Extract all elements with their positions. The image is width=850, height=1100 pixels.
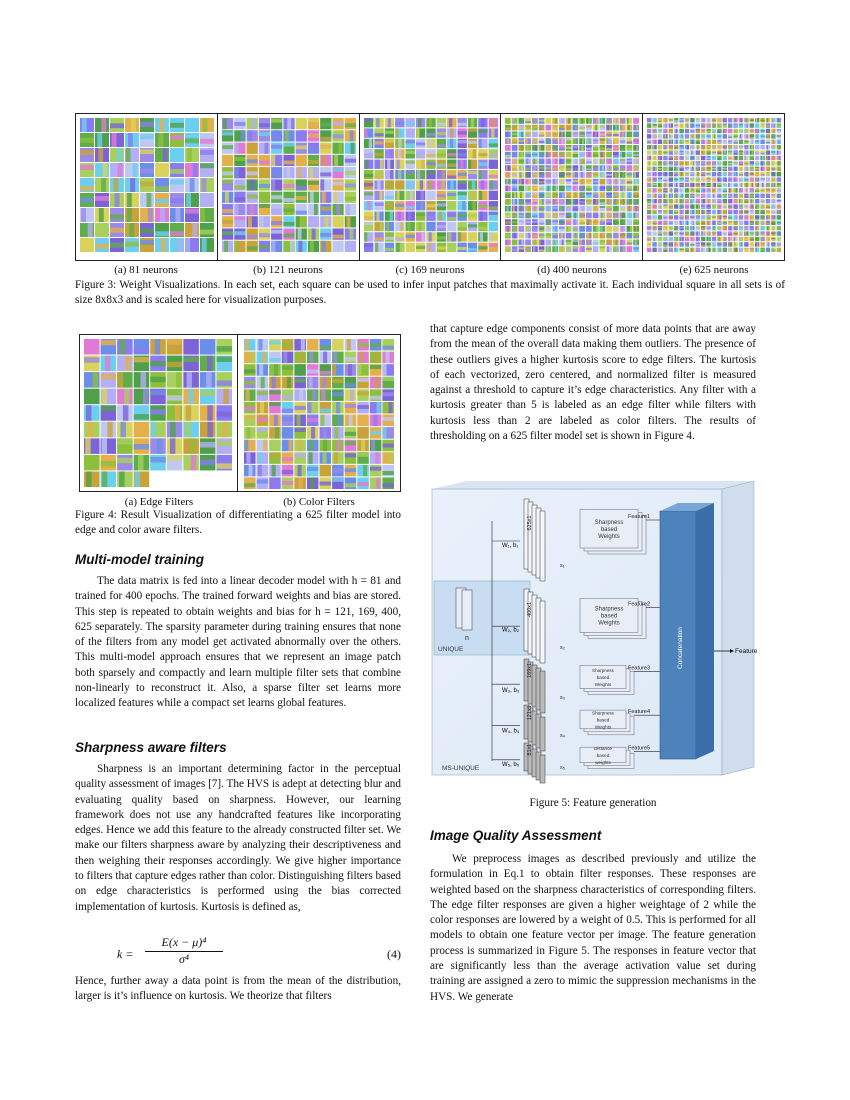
weight-panel-81	[76, 114, 218, 260]
weight-box-text: Weights	[594, 724, 612, 730]
weight-box-text: Sharpness	[592, 710, 614, 716]
fig3-label-e: (e) 625 neurons	[679, 264, 749, 276]
unique-box	[434, 581, 530, 655]
paragraph-multi-model	[75, 574, 401, 712]
stack-size-label: 169x1	[527, 662, 533, 678]
response-label: s₂	[560, 645, 565, 651]
iqa-text: We preprocess images as described previously and utilize the formulation in Eq.1 to obtain filter responses. These responses are weighted based on the sharpness characteristics of corresponding filters. The edge filter responses are given a higher weightage of 2 while the color responses are lowered by a weight of 0.5. This is performed for all models to obtain one feature vector per image. The feature generation process is summarized in Figure 5. The responses in feature vector that are significantly less than the average activation value set during training are assigned a zero to mimic the suppression mechanisms in the HVS. We generate	[430, 853, 756, 1003]
figure-3-panels	[75, 113, 785, 261]
paragraph-iqa	[430, 852, 756, 1005]
eq-fraction	[145, 935, 223, 967]
weight-grid-400	[505, 118, 639, 256]
weight-box-text: based	[596, 717, 610, 723]
filter-stack-layer	[540, 601, 545, 663]
response-label: s₁	[560, 563, 565, 569]
figure-4-panels	[79, 334, 401, 492]
weight-box-text: based	[596, 674, 610, 680]
feature-label: Feature2	[628, 601, 651, 608]
fig4-label-b: (b) Color Filters	[283, 496, 355, 508]
ms-unique-label: MS-UNIQUE	[442, 765, 480, 772]
color-filters-panel	[238, 335, 400, 491]
row-weight-label: W₄, b₄	[502, 728, 520, 735]
fig3-label-d: (d) 400 neurons	[537, 264, 607, 276]
weight-grid-81	[80, 118, 214, 256]
paragraph-sharpness	[75, 762, 401, 915]
unique-label: UNIQUE	[438, 646, 464, 653]
stack-size-label: 81x1	[527, 743, 533, 756]
weight-box-text: Weights	[598, 533, 620, 540]
weight-panel-121	[218, 114, 360, 260]
edge-filters-panel	[80, 335, 238, 491]
eq-lhs: k =	[117, 947, 134, 961]
ms-unique-top-face	[432, 481, 754, 489]
feature-label: Feature5	[628, 745, 651, 752]
response-label: s₅	[560, 765, 565, 771]
row-weight-label: W₅, b₅	[502, 762, 520, 769]
filter-stack-layer	[540, 755, 545, 783]
weight-box-text: based	[600, 613, 618, 620]
weight-box-text: Sharpness	[594, 519, 624, 526]
figure-3-caption: Figure 3: Weight Visualizations. In each set, each square can be used to infer input patches that maximally activate it. Each individual square in all sets is of size 8x8x3 and is scaled here for visualization purposes.	[75, 279, 785, 306]
color-filter-grid	[244, 339, 394, 489]
feature-output-label: Feature	[735, 648, 758, 655]
weight-box-text: Distance	[594, 745, 612, 751]
weight-box-text: Weights	[598, 620, 620, 627]
weight-panel-169	[360, 114, 502, 260]
filter-stack-layer	[540, 671, 545, 713]
fig3-label-c: (c) 169 neurons	[395, 264, 465, 276]
weight-grid-625	[647, 118, 781, 256]
stack-size-label: 121x1	[527, 705, 533, 721]
eq-number: (4)	[387, 947, 401, 961]
eq-denominator: σ⁴	[178, 952, 190, 966]
feature-label: Feature1	[628, 514, 651, 520]
weight-box-text: Weights	[594, 681, 612, 687]
n-label: n	[465, 635, 469, 642]
edge-filter-grid	[84, 339, 234, 489]
weight-panel-400	[501, 114, 643, 260]
paragraph-kurtosis-continued: that capture edge components consist of more data points that are away from the mean of the overall data making them outliers. The presence of these outliers gives a higher kurtosis score to edge filters. The kurtosis of each vectorized, zero centered, and normalized filter is measured against a threshold to capture it’s edge characteristics. Any filter with a kurtosis greater than 5 is labeled as an edge filter while filters with kurtosis less than 2 are labeled as color filters. The results of thresholding on a 625 filter model set is shown in Figure 4.	[430, 323, 756, 443]
concatenation-label: Concatenation	[677, 627, 684, 669]
multi-model-text: The data matrix is fed into a linear decoder model with h = 81 and trained for 400 epochs. The trained forward weights and bias are stored. This step is repeated to obtain weights and bias for h = 121, 169, 400, 625 separately. The sparsity parameter during training ensures that none of the filters from any model get activated abnormally over the others. This multi-model approach ensures that we represent an image patch both sparsely and compactly and learn multiple filter sets that combine non-linearly to reconstruct it. Also, a sparse filter set learns more localized features while a compact set learns global features.	[75, 575, 401, 710]
fig3-label-b: (b) 121 neurons	[253, 264, 323, 276]
equation-4	[75, 935, 401, 971]
fig4-label-a: (a) Edge Filters	[124, 496, 194, 508]
feature-label: Feature4	[628, 709, 651, 716]
heading-image-quality-assessment: Image Quality Assessment	[430, 828, 602, 843]
sharpness-text: Sharpness is an important determining factor in the perceptual quality assessment of images [7]. The HVS is adept at detecting blur and evaluating quality based on sharpness. However, our learning framework does not use any handcrafted features like incorporating edges. Hence we add this feature to the already constructed filter set. We make our filters sharpness aware by analyzing their descriptiveness and then weighing their responses accordingly. We give higher importance to filters that capture edges rather than color. Distinguishing filters based on edge characteristics is performed using the bias corrected implementation of kurtosis. Kurtosis is defined as,	[75, 763, 401, 913]
row-weight-label: W₂, b₂	[502, 627, 519, 634]
ms-unique-side-face	[722, 481, 754, 775]
filter-stack-layer	[540, 717, 545, 751]
input-patch-2	[462, 590, 472, 630]
fig3-label-a: (a) 81 neurons	[114, 264, 178, 276]
feature-label: Feature3	[628, 665, 651, 672]
filter-stack-layer	[540, 511, 545, 581]
row-weight-label: W₃, b₃	[502, 687, 520, 694]
weight-box-text: Sharpness	[592, 667, 614, 673]
response-label: s₃	[560, 695, 565, 701]
concatenation-bar-side	[696, 503, 714, 759]
weight-grid-169	[364, 118, 498, 256]
response-label: s₄	[560, 733, 565, 739]
heading-multi-model-training: Multi-model training	[75, 552, 204, 567]
weight-box-text: based	[600, 526, 618, 533]
weight-box-text: based	[596, 752, 610, 758]
stack-size-label: 625x1	[527, 515, 533, 531]
weight-box-text: Sharpness	[594, 606, 624, 613]
eq-numerator: E(x − μ)⁴	[145, 935, 223, 952]
figure-4-caption: Figure 4: Result Visualization of differentiating a 625 filter model into edge and color aware filters.	[75, 509, 401, 536]
weight-grid-121	[222, 118, 356, 256]
stack-size-label: 400x1	[527, 601, 533, 617]
row-weight-label: W₁, b₁	[502, 543, 519, 549]
paragraph-after-equation: Hence, further away a data point is from the mean of the distribution, larger is it’s influence on kurtosis. We theorize that filters	[75, 975, 401, 1003]
figure-5-caption: Figure 5: Feature generation	[529, 797, 657, 809]
heading-sharpness-aware: Sharpness aware filters	[75, 740, 227, 755]
weight-box-text: weights	[595, 759, 611, 765]
weight-panel-625	[643, 114, 784, 260]
figure-5-diagram	[432, 481, 758, 777]
